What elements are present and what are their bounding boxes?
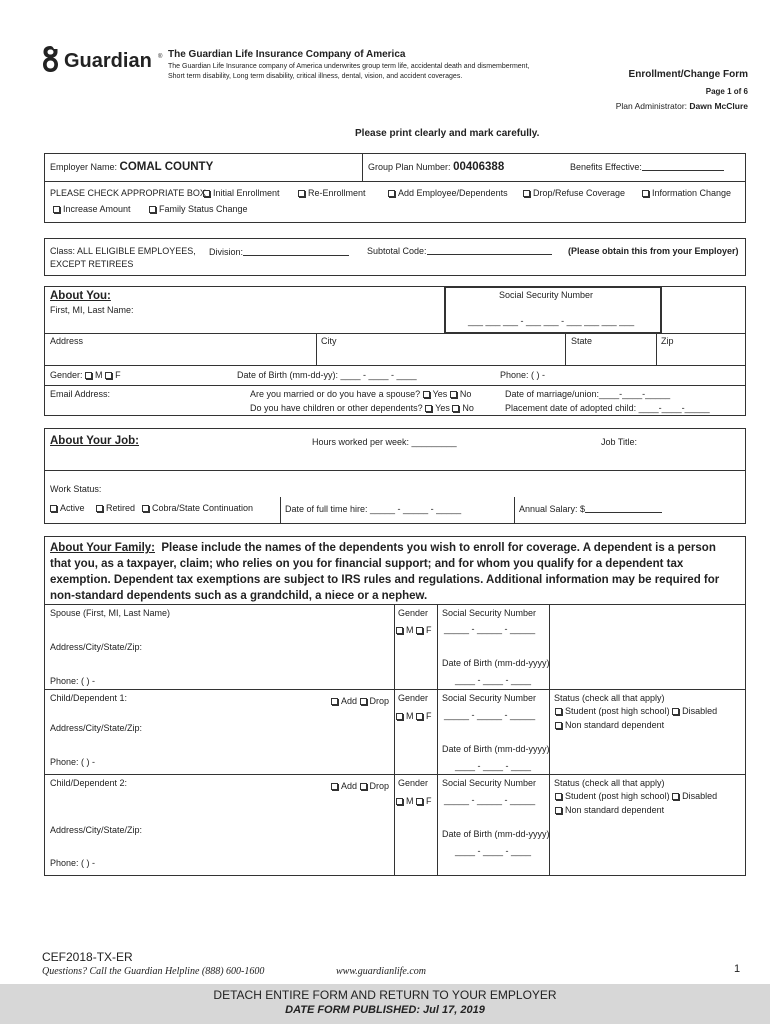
address-field[interactable]: Address (50, 336, 84, 346)
option-increase-amount[interactable] (53, 204, 131, 215)
gender-field[interactable] (50, 370, 121, 381)
class-line2: EXCEPT RETIREES (50, 259, 134, 269)
child1-status-student[interactable] (555, 706, 717, 717)
company-desc-line2: Short term disability, Long term disability, critical illness, dental, vision, and accident coverages. (168, 73, 463, 80)
child2-ssn-input[interactable]: _____ - _____ - _____ (444, 795, 536, 805)
benefits-effective-label: Benefits Effective: (570, 162, 642, 172)
spouse-ssn-label: Social Security Number (442, 608, 537, 618)
brand-name: Guardian (64, 50, 152, 72)
option-label: Drop/Refuse Coverage (533, 188, 626, 198)
checkbox-icon[interactable] (331, 783, 338, 790)
checkbox-icon[interactable] (85, 372, 92, 379)
plan-administrator (616, 101, 748, 112)
checkbox-icon[interactable] (555, 807, 562, 814)
child2-name-field[interactable]: Child/Dependent 2: (50, 778, 128, 788)
checkbox-icon[interactable] (360, 783, 367, 790)
option-re-enrollment[interactable] (298, 188, 366, 199)
checkbox-icon[interactable] (298, 190, 305, 197)
city-field[interactable]: City (321, 336, 337, 346)
state-field[interactable]: State (571, 336, 593, 346)
plan-admin-name: Dawn McClure (689, 101, 748, 111)
ssn-label: Social Security Number (499, 290, 594, 300)
checkbox-icon[interactable] (53, 206, 60, 213)
family-text: Please include the names of the dependents you wish to enroll for coverage. A dependent is a person that you, as a taxpayer, claim; who relies on you for financial support; and for whom you qualify for a dependent tax exemption. Dependent tax exemptions are subject to IRS rules and regulations. Additional information may be required for non-standard dependents such as a grandchild, a niece or a nephew. (50, 542, 720, 602)
checkbox-icon[interactable] (425, 405, 432, 412)
checkbox-icon[interactable] (423, 391, 430, 398)
student-label: Student (post high school) (565, 791, 670, 801)
gender-m: M (95, 370, 103, 380)
spouse-gender-label: Gender (398, 608, 429, 618)
married-question-text: Are you married or do you have a spouse? (250, 389, 421, 399)
m-label: M (406, 711, 414, 721)
option-label: Information Change (652, 188, 732, 198)
checkbox-icon[interactable] (672, 793, 679, 800)
option-label: Re-Enrollment (308, 188, 366, 198)
checkbox-icon[interactable] (396, 713, 403, 720)
children-question-text: Do you have children or other dependents? (250, 403, 423, 413)
salary-label: Annual Salary: $ (519, 504, 586, 514)
hours-field[interactable]: Hours worked per week: _________ (312, 437, 457, 447)
f-label: F (426, 796, 432, 806)
group-plan-value: 00406388 (453, 161, 505, 173)
checkbox-icon[interactable] (416, 627, 423, 634)
f-label: F (426, 625, 432, 635)
subtotal-code-field[interactable] (367, 246, 552, 257)
disabled-label: Disabled (682, 791, 718, 801)
child1-status-label: Status (check all that apply) (554, 693, 665, 703)
benefits-effective-field[interactable] (570, 162, 724, 173)
gender-f: F (115, 370, 121, 380)
checkbox-icon[interactable] (642, 190, 649, 197)
page-indicator: Page 1 of 6 (705, 87, 748, 96)
child1-ssn-input[interactable]: _____ - _____ - _____ (444, 710, 536, 720)
spouse-gender[interactable] (396, 625, 432, 636)
spouse-dob-input[interactable]: ____ - ____ - ____ (455, 675, 532, 685)
option-drop-refuse[interactable] (523, 188, 625, 199)
date-published: DATE FORM PUBLISHED: Jul 17, 2019 (285, 1004, 485, 1016)
no-label: No (459, 389, 472, 399)
group-plan-field[interactable] (368, 162, 504, 173)
child1-name-field[interactable]: Child/Dependent 1: (50, 693, 128, 703)
division-field[interactable] (209, 247, 349, 258)
work-status-cobra[interactable] (142, 503, 253, 514)
helpline: Questions? Call the Guardian Helpline (888) 600-1600 (42, 966, 265, 977)
group-plan-label: Group Plan Number: (368, 162, 451, 172)
form-code: CEF2018-TX-ER (42, 950, 133, 964)
option-family-status-change[interactable] (149, 204, 248, 215)
class-line1: Class: ALL ELIGIBLE EMPLOYEES, (50, 246, 196, 256)
child2-status-label: Status (check all that apply) (554, 778, 665, 788)
child2-phone-field[interactable]: Phone: ( ) - (50, 858, 96, 868)
employer-name-value: COMAL COUNTY (119, 161, 214, 173)
child2-status-student[interactable] (555, 791, 717, 802)
company-desc-line1: The Guardian Life Insurance company of America underwrites group term life, accidental death and dismemberment, (168, 63, 530, 70)
full-name-field[interactable]: First, MI, Last Name: (50, 305, 134, 315)
child2-gender[interactable] (396, 796, 432, 807)
option-information-change[interactable] (642, 188, 731, 199)
children-question (250, 403, 474, 414)
spouse-ssn-input[interactable]: _____ - _____ - _____ (444, 624, 536, 634)
married-question (250, 389, 471, 400)
cobra-label: Cobra/State Continuation (152, 503, 254, 513)
f-label: F (426, 711, 432, 721)
nonstd-label: Non standard dependent (565, 720, 665, 730)
dob-field[interactable]: Date of Birth (mm-dd-yy): ____ - ____ - ____ (237, 370, 417, 380)
work-status-label: Work Status: (50, 484, 102, 494)
spouse-address-field[interactable]: Address/City/State/Zip: (50, 642, 143, 652)
employer-name-label: Employer Name: (50, 162, 118, 172)
child2-ssn-label: Social Security Number (442, 778, 537, 788)
employer-name-field[interactable] (50, 162, 213, 173)
checkbox-icon[interactable] (672, 708, 679, 715)
zip-field[interactable]: Zip (661, 336, 674, 346)
checkbox-icon[interactable] (396, 798, 403, 805)
about-you-title: About You: (50, 290, 111, 302)
child1-phone-field[interactable]: Phone: ( ) - (50, 757, 96, 767)
checkbox-icon[interactable] (50, 505, 57, 512)
work-status-retired[interactable] (96, 503, 135, 514)
family-title: About Your Family: (50, 542, 155, 554)
checkbox-icon[interactable] (203, 190, 210, 197)
child2-dob-input[interactable]: ____ - ____ - ____ (455, 846, 532, 856)
nonstd-label: Non standard dependent (565, 805, 665, 815)
work-status-active[interactable] (50, 503, 85, 514)
checkbox-icon[interactable] (149, 206, 156, 213)
option-label: Add Employee/Dependents (398, 188, 508, 198)
employer-note: (Please obtain this from your Employer) (568, 246, 739, 256)
child2-dob-label: Date of Birth (mm-dd-yyyy) (442, 829, 550, 839)
child1-address-field[interactable]: Address/City/State/Zip: (50, 723, 143, 733)
spouse-phone-field[interactable]: Phone: ( ) - (50, 676, 96, 686)
class-section (44, 238, 746, 276)
division-label: Division: (209, 247, 244, 257)
checkbox-icon[interactable] (450, 391, 457, 398)
active-label: Active (60, 503, 85, 513)
gender-label: Gender: (50, 370, 83, 380)
family-intro (50, 540, 740, 604)
option-add-employee[interactable] (388, 188, 508, 199)
checkbox-icon[interactable] (416, 798, 423, 805)
child1-dob-input[interactable]: ____ - ____ - ____ (455, 761, 532, 771)
yes-label: Yes (435, 403, 450, 413)
checkbox-icon[interactable] (555, 793, 562, 800)
drop-label: Drop (369, 696, 390, 706)
check-box-label: PLEASE CHECK APPROPRIATE BOX (50, 188, 206, 198)
checkbox-icon[interactable] (555, 708, 562, 715)
plan-admin-label: Plan Administrator: (615, 101, 688, 111)
retired-label: Retired (106, 503, 136, 513)
option-label: Initial Enrollment (213, 188, 280, 198)
checkbox-icon[interactable] (388, 190, 395, 197)
about-job-title: About Your Job: (50, 435, 140, 447)
checkbox-icon[interactable] (523, 190, 530, 197)
email-field[interactable]: Email Address: (50, 389, 111, 399)
phone-field[interactable]: Phone: ( ) - (500, 370, 546, 380)
child2-status-nonstd[interactable] (555, 805, 664, 816)
child1-gender[interactable] (396, 711, 432, 722)
child2-address-field[interactable]: Address/City/State/Zip: (50, 825, 143, 835)
child1-gender-label: Gender (398, 693, 429, 703)
option-label: Increase Amount (63, 204, 131, 214)
add-label: Add (341, 696, 358, 706)
checkbox-icon[interactable] (105, 372, 112, 379)
guardian-logo-icon (42, 45, 59, 73)
child1-add-drop[interactable] (331, 696, 389, 707)
child1-dob-label: Date of Birth (mm-dd-yyyy) (442, 744, 550, 754)
ssn-input[interactable]: ___ ___ ___ - ___ ___ - ___ ___ ___ ___ (468, 316, 635, 326)
disabled-label: Disabled (682, 706, 718, 716)
company-name: The Guardian Life Insurance Company of America (168, 49, 406, 60)
child1-ssn-label: Social Security Number (442, 693, 537, 703)
page-number: 1 (734, 963, 741, 975)
form-title: Enrollment/Change Form (628, 69, 748, 80)
marriage-date-field[interactable]: Date of marriage/union:____-____-_____ (505, 389, 671, 399)
child2-gender-label: Gender (398, 778, 429, 788)
print-instructions: Please print clearly and mark carefully. (355, 128, 540, 139)
checkbox-icon[interactable] (142, 505, 149, 512)
option-initial-enrollment[interactable] (203, 188, 280, 199)
placement-date-field[interactable]: Placement date of adopted child: ____-____-_____ (505, 403, 710, 413)
option-label: Family Status Change (159, 204, 248, 214)
checkbox-icon[interactable] (396, 627, 403, 634)
detach-instruction: DETACH ENTIRE FORM AND RETURN TO YOUR EMPLOYER (213, 988, 557, 1002)
spouse-dob-label: Date of Birth (mm-dd-yyyy) (442, 658, 550, 668)
checkbox-icon[interactable] (452, 405, 459, 412)
checkbox-icon[interactable] (360, 698, 367, 705)
job-title-field[interactable]: Job Title: (601, 437, 638, 447)
registered-mark-icon: ® (158, 54, 163, 60)
no-label: No (462, 403, 474, 413)
yes-label: Yes (432, 389, 448, 399)
checkbox-icon[interactable] (331, 698, 338, 705)
add-label: Add (341, 781, 358, 791)
checkbox-icon[interactable] (555, 722, 562, 729)
m-label: M (406, 796, 414, 806)
m-label: M (406, 625, 414, 635)
child1-status-nonstd[interactable] (555, 720, 664, 731)
drop-label: Drop (369, 781, 390, 791)
checkbox-icon[interactable] (96, 505, 103, 512)
spouse-name-field[interactable]: Spouse (First, MI, Last Name) (50, 608, 171, 618)
annual-salary-field[interactable] (519, 504, 662, 515)
website: www.guardianlife.com (336, 966, 426, 977)
checkbox-icon[interactable] (416, 713, 423, 720)
student-label: Student (post high school) (565, 706, 670, 716)
subtotal-label: Subtotal Code: (367, 246, 427, 256)
full-time-hire-field[interactable]: Date of full time hire: _____ - _____ - _____ (285, 504, 462, 514)
child2-add-drop[interactable] (331, 781, 389, 792)
